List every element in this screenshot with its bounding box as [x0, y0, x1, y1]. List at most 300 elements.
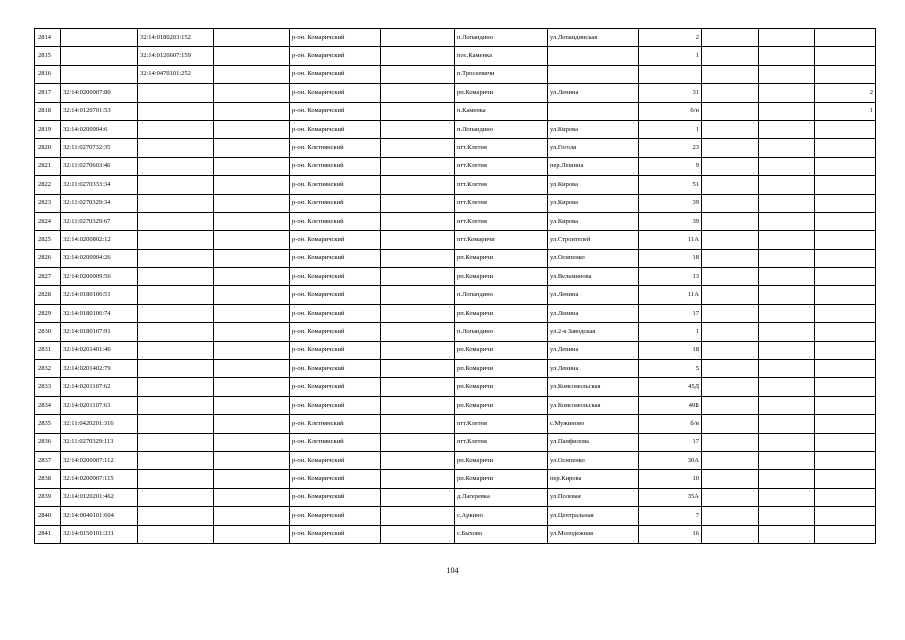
- cell-blank: [381, 451, 455, 469]
- cell-blank: [759, 157, 815, 175]
- cell-district: р-он. Комаричский: [290, 396, 381, 414]
- cell-settlement: п.Лопандино: [455, 323, 548, 341]
- cell-blank: [702, 323, 759, 341]
- cell-cadastral-number: 32:14:0180107:91: [61, 323, 138, 341]
- cell-cadastral-number-alt: [138, 194, 214, 212]
- cell-cadastral-number-alt: [138, 415, 214, 433]
- cell-cadastral-number-alt: [138, 84, 214, 102]
- cell-blank: [702, 433, 759, 451]
- cell-count: [815, 47, 876, 65]
- cell-cadastral-number: 32:14:0200904:6: [61, 120, 138, 138]
- cell-count: [815, 451, 876, 469]
- cell-district: р-он. Комаричский: [290, 65, 381, 83]
- cell-record-number: 2837: [35, 451, 61, 469]
- table-row: [35, 102, 876, 120]
- cell-blank: [381, 249, 455, 267]
- cell-street: [548, 102, 639, 120]
- cell-cadastral-number: 32:14:0200907:80: [61, 84, 138, 102]
- cell-blank: [759, 231, 815, 249]
- table-row: [35, 396, 876, 414]
- cell-cadastral-number: 32:14:0200909:56: [61, 268, 138, 286]
- cell-blank: [214, 525, 290, 543]
- cell-count: [815, 65, 876, 83]
- cell-cadastral-number: 32:14:0200907:115: [61, 470, 138, 488]
- cell-district: р-он. Комаричский: [290, 249, 381, 267]
- cell-cadastral-number-alt: 32:14:0120607:159: [138, 47, 214, 65]
- cell-blank: [381, 194, 455, 212]
- cell-count: [815, 396, 876, 414]
- cell-count: [815, 323, 876, 341]
- cell-house-number: 5: [639, 360, 702, 378]
- page-number: 104: [446, 566, 459, 575]
- cell-street: ул.Ленина: [548, 360, 639, 378]
- cell-district: р-он. Клетнянский: [290, 176, 381, 194]
- cell-district: р-он. Клетнянский: [290, 433, 381, 451]
- table-row: [35, 304, 876, 322]
- cell-blank: [214, 433, 290, 451]
- table-row: [35, 323, 876, 341]
- cell-cadastral-number-alt: [138, 157, 214, 175]
- cell-house-number: 45Д: [639, 378, 702, 396]
- cell-blank: [702, 507, 759, 525]
- cell-count: [815, 212, 876, 230]
- cell-cadastral-number: 32:14:0200802:12: [61, 231, 138, 249]
- cell-blank: [381, 231, 455, 249]
- cell-cadastral-number: 32:11:0270329:113: [61, 433, 138, 451]
- cell-record-number: 2826: [35, 249, 61, 267]
- cell-blank: [759, 341, 815, 359]
- cell-house-number: 23: [639, 139, 702, 157]
- cell-district: р-он. Клетнянский: [290, 139, 381, 157]
- table-row: [35, 433, 876, 451]
- cell-street: ул.Кирова: [548, 212, 639, 230]
- cell-blank: [381, 157, 455, 175]
- cell-blank: [702, 212, 759, 230]
- cell-record-number: 2824: [35, 212, 61, 230]
- cell-cadastral-number: 32:11:0270329:67: [61, 212, 138, 230]
- cell-blank: [702, 120, 759, 138]
- cell-street: ул.Осипенко: [548, 249, 639, 267]
- cell-record-number: 2819: [35, 120, 61, 138]
- cell-blank: [759, 378, 815, 396]
- cell-record-number: 2821: [35, 157, 61, 175]
- cell-blank: [702, 451, 759, 469]
- cell-settlement: п.Лопандино: [455, 120, 548, 138]
- table-row: [35, 268, 876, 286]
- cell-record-number: 2827: [35, 268, 61, 286]
- cell-cadastral-number-alt: [138, 396, 214, 414]
- cell-house-number: 18: [639, 249, 702, 267]
- cell-blank: [702, 360, 759, 378]
- cell-blank: [702, 231, 759, 249]
- table-row: [35, 84, 876, 102]
- table-row: [35, 249, 876, 267]
- cell-house-number: б/н: [639, 102, 702, 120]
- cell-blank: [702, 47, 759, 65]
- cell-house-number: 49Б: [639, 396, 702, 414]
- cell-blank: [759, 488, 815, 506]
- cell-street: с.Мужиново: [548, 415, 639, 433]
- cell-house-number: 1: [639, 323, 702, 341]
- cell-house-number: 17: [639, 304, 702, 322]
- cell-street: ул.Кирова: [548, 194, 639, 212]
- cell-district: р-он. Клетнянский: [290, 415, 381, 433]
- cell-cadastral-number: 32:14:0150101:331: [61, 525, 138, 543]
- cell-house-number: 7: [639, 507, 702, 525]
- cell-cadastral-number-alt: [138, 231, 214, 249]
- cell-house-number: 16: [639, 525, 702, 543]
- cell-blank: [759, 65, 815, 83]
- table-row: [35, 286, 876, 304]
- cell-blank: [381, 212, 455, 230]
- cell-count: [815, 249, 876, 267]
- cell-cadastral-number-alt: [138, 304, 214, 322]
- cell-cadastral-number: 32:11:0270329:34: [61, 194, 138, 212]
- cell-settlement: д.Лагеревка: [455, 488, 548, 506]
- cell-street: ул.Кирова: [548, 176, 639, 194]
- cell-blank: [381, 507, 455, 525]
- cell-cadastral-number-alt: [138, 176, 214, 194]
- cell-district: р-он. Комаричский: [290, 231, 381, 249]
- cell-count: [815, 120, 876, 138]
- cell-record-number: 2841: [35, 525, 61, 543]
- cell-record-number: 2830: [35, 323, 61, 341]
- cell-settlement: пос.Каменка: [455, 47, 548, 65]
- cell-blank: [759, 415, 815, 433]
- cell-blank: [381, 65, 455, 83]
- cell-blank: [759, 470, 815, 488]
- cell-blank: [381, 120, 455, 138]
- cell-house-number: 1: [639, 47, 702, 65]
- cell-settlement: п.Лопандино: [455, 286, 548, 304]
- cell-district: р-он. Комаричский: [290, 470, 381, 488]
- cell-settlement: пгт.Клетня: [455, 139, 548, 157]
- table-row: [35, 29, 876, 47]
- cell-count: [815, 360, 876, 378]
- cell-blank: [702, 29, 759, 47]
- cell-blank: [759, 286, 815, 304]
- cell-district: р-он. Комаричский: [290, 360, 381, 378]
- cell-blank: [702, 286, 759, 304]
- cell-blank: [759, 29, 815, 47]
- cell-blank: [214, 231, 290, 249]
- cell-blank: [759, 268, 815, 286]
- cell-cadastral-number: 32:14:0201107:63: [61, 396, 138, 414]
- cell-record-number: 2828: [35, 286, 61, 304]
- cell-settlement: рп.Комаричи: [455, 268, 548, 286]
- cell-blank: [381, 470, 455, 488]
- cell-blank: [381, 176, 455, 194]
- cell-blank: [759, 304, 815, 322]
- cell-cadastral-number-alt: [138, 341, 214, 359]
- cell-blank: [702, 157, 759, 175]
- cell-blank: [759, 451, 815, 469]
- cell-cadastral-number: 32:11:0270333:34: [61, 176, 138, 194]
- cell-settlement: рп.Комаричи: [455, 360, 548, 378]
- cell-blank: [214, 157, 290, 175]
- cell-street: ул.Гоголя: [548, 139, 639, 157]
- cell-blank: [214, 65, 290, 83]
- cell-cadastral-number-alt: [138, 323, 214, 341]
- cell-blank: [702, 194, 759, 212]
- cell-district: р-он. Комаричский: [290, 507, 381, 525]
- cell-count: [815, 29, 876, 47]
- cell-street: пер.Лешина: [548, 157, 639, 175]
- cell-district: р-он. Комаричский: [290, 120, 381, 138]
- cell-blank: [214, 415, 290, 433]
- table-row: [35, 212, 876, 230]
- cell-street: ул.Вельминова: [548, 268, 639, 286]
- table-row: [35, 65, 876, 83]
- cell-street: ул.Осипенко: [548, 451, 639, 469]
- cell-street: [548, 65, 639, 83]
- cell-settlement: пгт.Клетня: [455, 176, 548, 194]
- cell-settlement: пгт.Клетня: [455, 415, 548, 433]
- cell-settlement: пгт.Клетня: [455, 433, 548, 451]
- cell-record-number: 2814: [35, 29, 61, 47]
- cell-blank: [381, 286, 455, 304]
- cell-blank: [214, 341, 290, 359]
- cell-cadastral-number-alt: 32:14:0180203:152: [138, 29, 214, 47]
- cell-blank: [759, 47, 815, 65]
- cell-blank: [381, 323, 455, 341]
- cell-blank: [702, 396, 759, 414]
- cell-settlement: пгт.Клетня: [455, 194, 548, 212]
- table-row: [35, 525, 876, 543]
- table-row: [35, 157, 876, 175]
- cell-record-number: 2822: [35, 176, 61, 194]
- cell-record-number: 2835: [35, 415, 61, 433]
- cell-house-number: 9: [639, 157, 702, 175]
- cell-district: р-он. Комаричский: [290, 47, 381, 65]
- cell-district: р-он. Комаричский: [290, 304, 381, 322]
- cell-cadastral-number-alt: [138, 286, 214, 304]
- table-row: [35, 488, 876, 506]
- cell-settlement: рп.Комаричи: [455, 341, 548, 359]
- cell-blank: [381, 415, 455, 433]
- cell-district: р-он. Комаричский: [290, 286, 381, 304]
- cell-cadastral-number: 32:14:0200907:112: [61, 451, 138, 469]
- cell-record-number: 2820: [35, 139, 61, 157]
- cell-street: ул.Ленина: [548, 84, 639, 102]
- cell-blank: [759, 433, 815, 451]
- cell-blank: [214, 286, 290, 304]
- cell-street: ул.Лопандинская: [548, 29, 639, 47]
- cell-cadastral-number: 32:14:0120201:462: [61, 488, 138, 506]
- cell-cadastral-number: [61, 47, 138, 65]
- cell-blank: [702, 341, 759, 359]
- cell-cadastral-number-alt: 32:14:0470101:252: [138, 65, 214, 83]
- cell-street: ул.Строителей: [548, 231, 639, 249]
- cell-district: р-он. Комаричский: [290, 451, 381, 469]
- cell-settlement: рп.Комаричи: [455, 470, 548, 488]
- cell-count: [815, 378, 876, 396]
- cell-street: пер.Кирова: [548, 470, 639, 488]
- cell-blank: [214, 176, 290, 194]
- cell-blank: [214, 194, 290, 212]
- cell-street: ул.2-я Заводская: [548, 323, 639, 341]
- cell-blank: [214, 488, 290, 506]
- cell-blank: [702, 488, 759, 506]
- cell-blank: [381, 139, 455, 157]
- cell-cadastral-number: 32:14:0120701:53: [61, 102, 138, 120]
- cell-cadastral-number: 32:11:0270732:35: [61, 139, 138, 157]
- cell-district: р-он. Клетнянский: [290, 194, 381, 212]
- cell-settlement: пгт.Комаричи: [455, 231, 548, 249]
- cell-cadastral-number: 32:11:0270603:46: [61, 157, 138, 175]
- cell-blank: [759, 139, 815, 157]
- cell-settlement: п.Лопандино: [455, 29, 548, 47]
- cell-blank: [214, 249, 290, 267]
- cell-street: ул.Панфилова: [548, 433, 639, 451]
- cell-district: р-он. Комаричский: [290, 268, 381, 286]
- cell-house-number: 39: [639, 212, 702, 230]
- cell-record-number: 2817: [35, 84, 61, 102]
- cell-blank: [702, 378, 759, 396]
- table-body: [35, 29, 876, 544]
- cell-district: р-он. Комаричский: [290, 378, 381, 396]
- cell-record-number: 2825: [35, 231, 61, 249]
- cell-cadastral-number: 32:14:0200904:26: [61, 249, 138, 267]
- cell-blank: [759, 360, 815, 378]
- cell-street: ул.Центральная: [548, 507, 639, 525]
- cell-cadastral-number-alt: [138, 249, 214, 267]
- cell-blank: [702, 415, 759, 433]
- cell-count: 2: [815, 84, 876, 102]
- cell-house-number: б/н: [639, 415, 702, 433]
- cell-district: р-он. Клетнянский: [290, 157, 381, 175]
- cell-count: [815, 470, 876, 488]
- cell-record-number: 2823: [35, 194, 61, 212]
- cell-count: [815, 194, 876, 212]
- cell-settlement: рп.Комаричи: [455, 249, 548, 267]
- cell-blank: [702, 268, 759, 286]
- cell-blank: [381, 525, 455, 543]
- cell-cadastral-number-alt: [138, 525, 214, 543]
- cell-count: [815, 433, 876, 451]
- table-row: [35, 120, 876, 138]
- cell-cadastral-number: 32:14:0201107:62: [61, 378, 138, 396]
- cell-record-number: 2818: [35, 102, 61, 120]
- cell-house-number: 17: [639, 433, 702, 451]
- cell-cadastral-number: 32:14:0180106:74: [61, 304, 138, 322]
- cell-settlement: рп.Комаричи: [455, 84, 548, 102]
- cell-cadastral-number: 32:14:0201402:79: [61, 360, 138, 378]
- cell-cadastral-number: [61, 29, 138, 47]
- table-row: [35, 470, 876, 488]
- cell-cadastral-number-alt: [138, 507, 214, 525]
- cell-district: р-он. Клетнянский: [290, 212, 381, 230]
- cell-count: [815, 176, 876, 194]
- cell-blank: [214, 268, 290, 286]
- cell-cadastral-number-alt: [138, 378, 214, 396]
- register-table: [34, 28, 876, 544]
- cell-blank: [759, 194, 815, 212]
- cell-settlement: с.Аркино: [455, 507, 548, 525]
- table-row: [35, 341, 876, 359]
- cell-blank: [381, 488, 455, 506]
- cell-cadastral-number-alt: [138, 433, 214, 451]
- cell-cadastral-number: 32:14:0040101:604: [61, 507, 138, 525]
- cell-blank: [381, 378, 455, 396]
- cell-cadastral-number: 32:11:0420201:316: [61, 415, 138, 433]
- cell-record-number: 2816: [35, 65, 61, 83]
- cell-record-number: 2829: [35, 304, 61, 322]
- cell-settlement: с.Быхово: [455, 525, 548, 543]
- cell-cadastral-number-alt: [138, 360, 214, 378]
- cell-blank: [214, 139, 290, 157]
- cell-blank: [214, 470, 290, 488]
- cell-blank: [702, 249, 759, 267]
- cell-blank: [214, 102, 290, 120]
- cell-cadastral-number-alt: [138, 488, 214, 506]
- cell-blank: [381, 341, 455, 359]
- cell-blank: [702, 102, 759, 120]
- cell-settlement: пгт.Клетня: [455, 157, 548, 175]
- cell-blank: [214, 360, 290, 378]
- cell-cadastral-number-alt: [138, 120, 214, 138]
- cell-street: ул.Ленина: [548, 304, 639, 322]
- cell-blank: [214, 84, 290, 102]
- table-row: [35, 360, 876, 378]
- cell-blank: [759, 120, 815, 138]
- cell-record-number: 2840: [35, 507, 61, 525]
- cell-settlement: п.Каменка: [455, 102, 548, 120]
- table-row: [35, 451, 876, 469]
- cell-cadastral-number-alt: [138, 268, 214, 286]
- cell-settlement: рп.Комаричи: [455, 396, 548, 414]
- cell-cadastral-number-alt: [138, 102, 214, 120]
- cell-house-number: 18: [639, 341, 702, 359]
- cell-cadastral-number-alt: [138, 139, 214, 157]
- cell-count: 1: [815, 102, 876, 120]
- cell-house-number: 35А: [639, 488, 702, 506]
- cell-blank: [759, 212, 815, 230]
- cell-street: ул.Полевая: [548, 488, 639, 506]
- cell-count: [815, 157, 876, 175]
- cell-count: [815, 488, 876, 506]
- cell-blank: [214, 120, 290, 138]
- cell-blank: [381, 396, 455, 414]
- table-row: [35, 176, 876, 194]
- cell-record-number: 2815: [35, 47, 61, 65]
- cell-blank: [214, 212, 290, 230]
- cell-settlement: п.Тросеевичи: [455, 65, 548, 83]
- cell-blank: [702, 176, 759, 194]
- cell-district: р-он. Комаричский: [290, 29, 381, 47]
- cell-street: [548, 47, 639, 65]
- cell-district: р-он. Комаричский: [290, 341, 381, 359]
- cell-house-number: 30А: [639, 451, 702, 469]
- cell-street: ул.Молодежная: [548, 525, 639, 543]
- cell-cadastral-number-alt: [138, 212, 214, 230]
- cell-cadastral-number: [61, 65, 138, 83]
- cell-cadastral-number: 32:14:0180106:51: [61, 286, 138, 304]
- cell-house-number: 39: [639, 194, 702, 212]
- cell-cadastral-number-alt: [138, 470, 214, 488]
- cell-blank: [702, 65, 759, 83]
- cell-record-number: 2831: [35, 341, 61, 359]
- cell-record-number: 2836: [35, 433, 61, 451]
- cell-settlement: пгт.Клетня: [455, 212, 548, 230]
- table-row: [35, 507, 876, 525]
- cell-street: ул.Ленина: [548, 341, 639, 359]
- cell-blank: [381, 84, 455, 102]
- cell-blank: [759, 323, 815, 341]
- cell-blank: [381, 433, 455, 451]
- cell-blank: [702, 139, 759, 157]
- cell-blank: [214, 451, 290, 469]
